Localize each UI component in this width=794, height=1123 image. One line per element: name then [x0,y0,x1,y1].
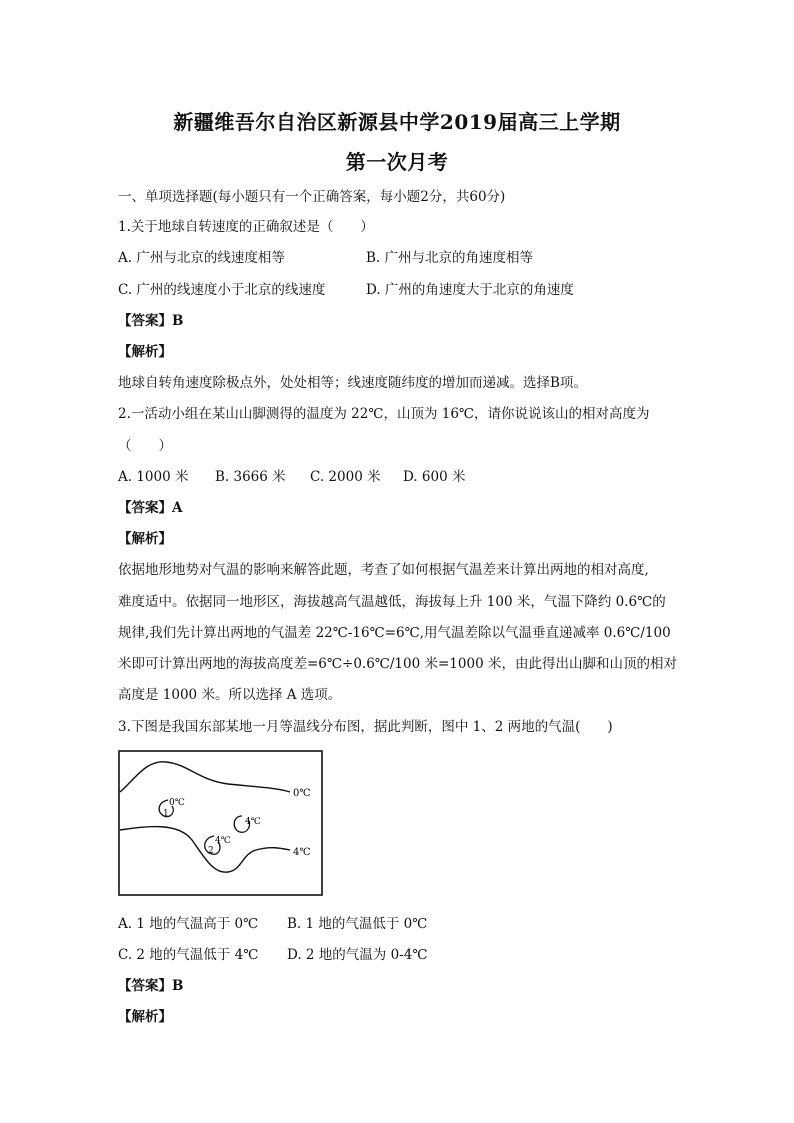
figure-border [119,751,322,895]
q2-stem-cont: （ ） [118,438,172,454]
q1-analysis: 地球自转角速度除极点外，处处相等；线速度随纬度的增加而递减。选择B项。 [118,375,587,391]
q2-analysis-line: 米即可计算出两地的海拔高度差=6℃÷0.6℃/100 米=1000 米，由此得出山脚和山顶的相对 [118,656,677,672]
isotherm-map-figure [118,750,323,896]
q2-option-a: A. 1000 米 [118,469,189,485]
section-heading: 一、单项选择题(每小题只有一个正确答案，每小题2分，共60分) [118,189,506,205]
q2-analysis-label: 【解析】 [118,531,172,547]
q3-option-b: B. 1 地的气温低于 0℃ [287,916,428,932]
q3-answer: 【答案】B [118,978,184,994]
isotherm-0-line [120,762,290,792]
q3-analysis-label: 【解析】 [118,1009,172,1025]
q2-option-b: B. 3666 米 [215,469,286,485]
q1-analysis-label: 【解析】 [118,344,172,360]
q2-option-d: D. 600 米 [403,469,466,485]
q2-analysis-line: 依据地形地势对气温的影响来解答此题，考查了如何根据气温差来计算出两地的相对高度, [118,562,649,578]
q2-answer: 【答案】A [118,500,183,516]
label-point-1: 1 [163,809,169,819]
label-point-2: 2 [208,846,214,856]
label-loop-4a: 4℃ [245,817,261,827]
q2-analysis-line: 规律,我们先计算出两地的气温差 22℃-16℃=6℃,用气温差除以气温垂直递减率 0.6℃/100 [118,625,671,641]
q2-option-c: C. 2000 米 [310,469,381,485]
label-iso-4: 4℃ [293,847,311,858]
label-loop-4b: 4℃ [215,836,231,846]
q1-option-a: A. 广州与北京的线速度相等 [118,250,285,266]
q3-option-d: D. 2 地的气温为 0-4℃ [287,947,428,963]
paper-subtitle: 第一次月考 [345,150,449,174]
label-iso-0: 0℃ [293,788,311,799]
q2-analysis-line: 高度是 1000 米。所以选择 A 选项。 [118,687,342,703]
q1-stem: 1.关于地球自转速度的正确叙述是（ ） [118,219,374,235]
paper-title: 新疆维吾尔自治区新源县中学2019届高三上学期 [173,110,621,134]
q3-option-c: C. 2 地的气温低于 4℃ [118,947,259,963]
q2-analysis-line: 难度适中。依据同一地形区，海拔越高气温越低，海拔每上升 100 米，气温下降约 0.6℃的 [118,594,666,610]
q1-answer: 【答案】B [118,313,184,329]
q3-stem: 3.下图是我国东部某地一月等温线分布图，据此判断，图中 1、2 两地的气温( ) [118,719,613,735]
q2-stem: 2.一活动小组在某山山脚测得的温度为 22℃，山顶为 16℃，请你说说该山的相对高度为 [118,406,650,422]
q3-option-a: A. 1 地的气温高于 0℃ [118,916,259,932]
q1-option-b: B. 广州与北京的角速度相等 [366,250,534,266]
q1-option-d: D. 广州的角速度大于北京的角速度 [366,282,574,298]
label-loop-0: 0℃ [169,798,185,808]
q1-option-c: C. 广州的线速度小于北京的线速度 [118,282,326,298]
